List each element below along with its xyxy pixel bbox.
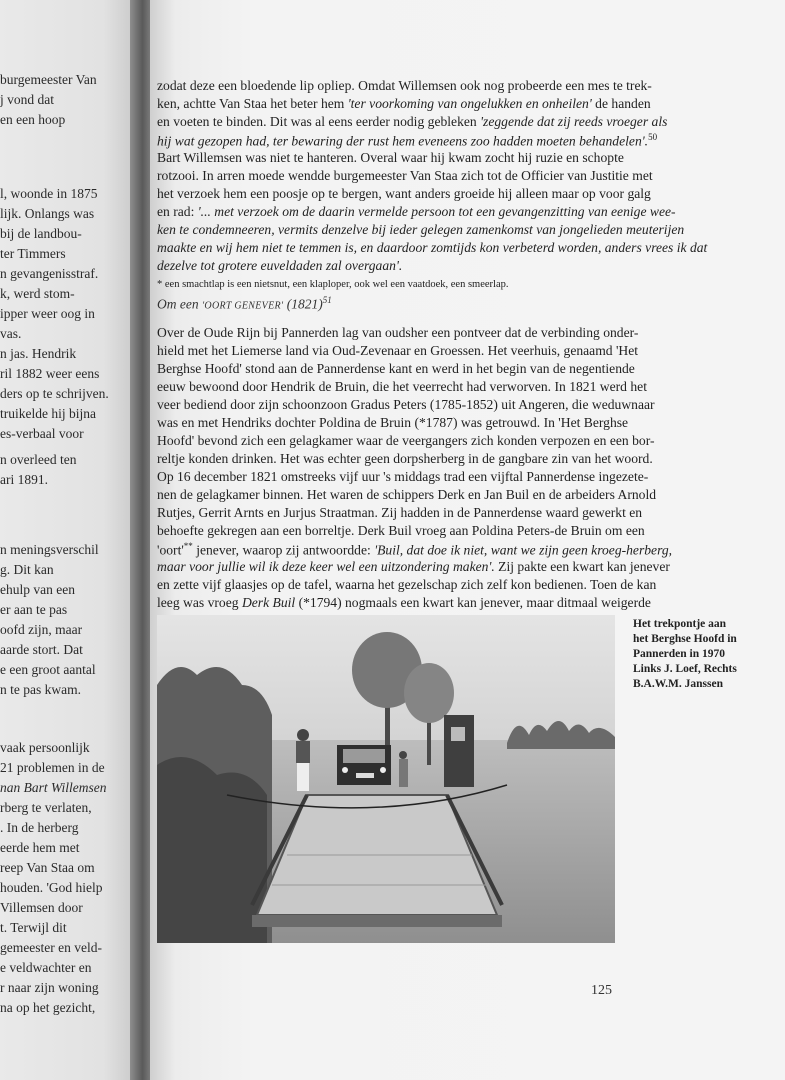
left-page-line: n gevangenisstraf. [0,266,99,281]
person-head [297,729,309,741]
caption-line: B.A.W.M. Janssen [633,678,723,690]
body-line: rotzooi. In arren moede wendde burgemeester Van Staa zich tot de Officier van Justitie met [157,168,653,183]
left-page-line: j vond dat [0,92,54,107]
body-line: ken, achtte Van Staa het beter hem 'ter voorkoming van ongelukken en onheilen' de handen [157,96,651,111]
person-left [296,741,310,763]
left-page-line: oofd zijn, maar [0,622,83,637]
left-page-line: k, werd stom- [0,286,75,301]
left-page-line: e een groot aantal [0,662,96,677]
section-line: was en met Hendriks dochter Poldina de Bruin (*1787) was getrouwd. In 'Het Berghse [157,415,629,430]
left-page-line: es-verbaal voor [0,426,84,441]
left-page-line: eerde hem met [0,840,80,855]
left-page-line: e veldwachter en [0,960,92,975]
left-page-line: . In de herberg [0,820,79,835]
car-license-plate [356,773,374,778]
reeds [157,757,267,943]
section-line: reltje konden drinken. Het was echter geen dorpsherberg in de gangbare zin van het woord. [157,451,653,466]
section-line: Op 16 december 1821 omstreeks vijf uur 's middags trad een vijftal Pannerdense ingezete- [157,469,649,484]
left-page-line: ders op te schrijven. [0,386,109,401]
car-headlight [380,767,386,773]
section-line: nen de gelagkamer binnen. Het waren de schippers Derk en Jan Buil en de arbeiders Arnold [157,487,657,502]
left-page-line: n overleed ten [0,452,77,467]
left-page-line: burgemeester Van [0,72,97,87]
left-page-line: ter Timmers [0,246,66,261]
left-page-line: g. Dit kan [0,562,54,577]
body-line: het verzoek hem een poosje op te bergen, want anders groeide hij alleen maar op voor galg [157,186,651,201]
section-heading: Om een 'OORT GENEVER' $(1821)^{51}$ [157,295,332,312]
section-line: Hoofd' bevond zich een gelagkamer waar de veergangers zich konden verpozen en een bor- [157,433,655,448]
left-page-line: n te pas kwam. [0,682,81,697]
left-page-line: reep Van Staa om [0,860,95,875]
tree-crown [404,663,454,723]
section-line: veer bediend door zijn schoonzoon Gradus Peters (1785-1852) uit Angeren, die weduwnaar [157,397,655,412]
section-line: maar voor jullie wil ik deze keer wel een uitzondering maken'. Zij pakte een kwart kan jenever [157,559,670,574]
left-page-line: truikelde hij bijna [0,406,96,421]
left-page-line: Villemsen door [0,900,83,915]
person-head [399,751,407,759]
ferry-photo-drawing [157,615,615,943]
ferry-hut [444,715,474,787]
left-page-line: lijk. Onlangs was [0,206,95,221]
photo-caption [633,617,778,692]
section-line: Over de Oude Rijn bij Pannerden lag van oudsher een pontveer dat de verbinding onder- [157,325,639,340]
body-line: ken te condemneeren, vermits denzelve bij ieder gelegen zamenkomst van jongelieden meuterijen [157,222,685,237]
left-page-line: houden. 'God hielp [0,880,103,895]
left-page-line: ipper weer oog in [0,306,95,321]
body-line: dezelve tot grotere euveldaden zal overgaan'. [157,258,403,273]
left-page-line: rberg te verlaten, [0,800,92,815]
left-page-line: vaak persoonlijk [0,740,90,755]
left-page-line: bij de landbou- [0,226,82,241]
person-left-trousers [297,763,309,791]
section-line: eeuw bewoond door Hendrik de Bruin, die het veerrecht had verworven. In 1821 werd het [157,379,647,394]
ferry-photo [157,615,615,943]
left-page-line: n jas. Hendrik [0,346,77,361]
body-line: hij wat gezopen had, ter bewaring der rust hem eveneens zoo hadden moeten behandelen'.$^{50}$ [157,132,658,149]
left-page-line: n meningsverschil [0,542,99,557]
left-page-line: aarde stort. Dat [0,642,83,657]
left-page-line: ari 1891. [0,472,48,487]
page-number: 125 [591,983,612,998]
caption-line: Het trekpontje aan [633,618,727,630]
ferry-hull [252,915,502,927]
caption-line: het Berghse Hoofd in [633,633,737,645]
left-page-line: en een hoop [0,112,66,127]
left-page-line: l, woonde in 1875 [0,186,98,201]
section-line: leeg was vroeg Derk Buil (*1794) nogmaals een kwart kan jenever, maar ditmaal weigerde [157,595,651,610]
car-windshield [343,749,385,763]
left-page [0,0,148,1080]
hut-window [451,727,465,741]
body-line: maakte en wij hem niet te temmen is, en daardoor zomtijds kon verbeterd worden, anders vrees ik dat [157,240,708,255]
left-page-line: 21 problemen in de [0,760,105,775]
left-page-line: ril 1882 weer eens [0,366,100,381]
left-page-line: vas. [0,326,22,341]
left-page-line: na op het gezicht, [0,1000,96,1015]
left-page-line: er aan te pas [0,602,68,617]
caption-line: Links J. Loef, Rechts [633,663,737,675]
section-line: Rutjes, Gerrit Arnts en Jurjus Straatman. Zij hadden in de Pannerdense waard gewerkt en [157,505,643,520]
body-line: Bart Willemsen was niet te hanteren. Overal waar hij kwam zocht hij ruzie en schopte [157,150,624,165]
left-page-line: r naar zijn woning [0,980,99,995]
car-headlight [342,767,348,773]
body-line: zodat deze een bloedende lip opliep. Omdat Willemsen ook nog probeerde een mes te trek- [157,78,652,93]
caption-line: Pannerden in 1970 [633,648,726,660]
left-page-line: ehulp van een [0,582,75,597]
section-line: Berghse Hoofd' stond aan de Pannerdense kant en werd in het begin van de negentiende [157,361,635,376]
left-page-line: t. Terwijl dit [0,920,67,935]
body-line: en voeten te binden. Dit was al eens eerder nodig gebleken 'zeggende dat zij reeds vroeger als [157,114,668,129]
left-page-line: nan Bart Willemsen [0,780,107,795]
section-line: 'oort'** jenever, waarop zij antwoordde: 'Buil, dat doe ik niet, want we zijn geen kroeg-herberg, [157,541,673,558]
body-line: en rad: '... met verzoek om de daarin vermelde persoon tot een gevangenzitting van eenige wee- [157,204,676,219]
section-line: behoefte gekregen aan een borreltje. Derk Buil vroeg aan Poldina Peters-de Bruin om een [157,523,645,538]
person-right [399,759,408,787]
section-line: hield met het Liemerse land via Oud-Zevenaar en Groessen. Het veerhuis, genaamd 'Het [157,343,639,358]
left-page-line: gemeester en veld- [0,940,102,955]
footnote: * een smachtlap is een nietsnut, een klaploper, ook wel een vaatdoek, een smeerlap. [157,279,509,290]
section-line: en zette vijf glaasjes op de tafel, waarna het gezelschap zich zelf kon bedienen. Toen de kan [157,577,657,592]
